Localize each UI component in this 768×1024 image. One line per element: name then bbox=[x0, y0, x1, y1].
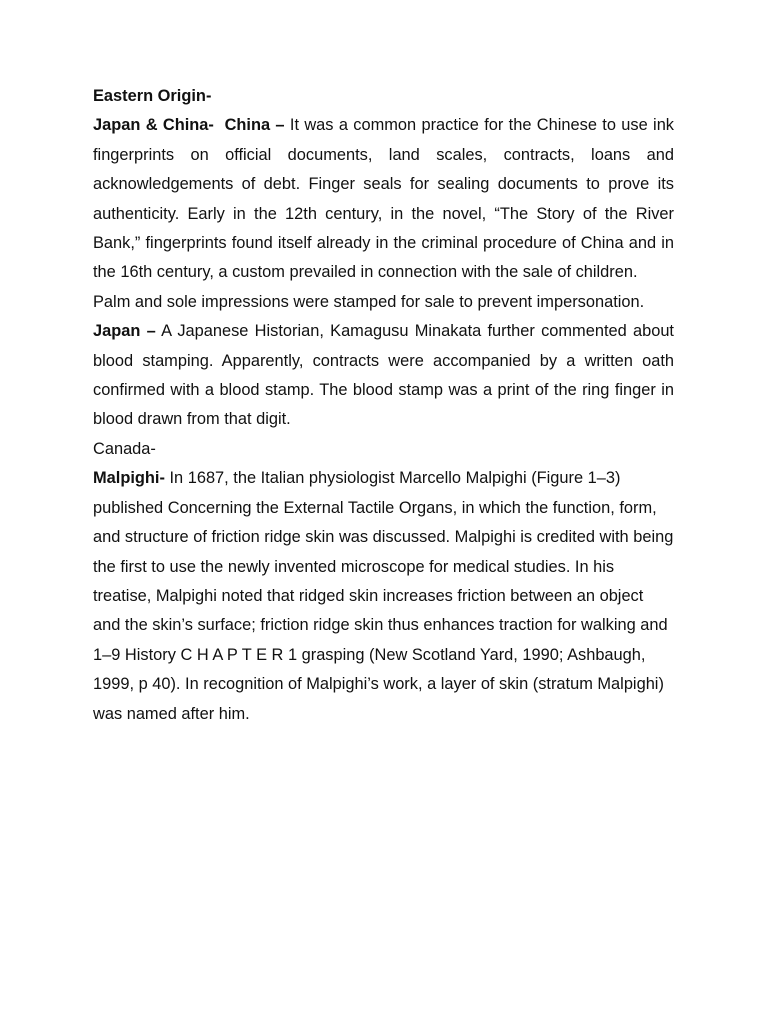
section-heading-text: Eastern Origin- bbox=[93, 87, 212, 105]
paragraph-malpighi bbox=[93, 464, 674, 729]
paragraph-malpighi-lead: Malpighi- bbox=[93, 469, 165, 488]
paragraph-malpighi-body: In 1687, the Italian physiologist Marcello Malpighi (Figure 1–3) published Concerning the External Tactile Organs, in which the function, form, and structure of friction ridge skin was discussed. Malpighi is credited with being the first to use the newly invented microscope for medical studies. In his treatise, Malpighi noted that ridged skin increases friction between an object and the skin’s surface; friction ridge skin thus enhances traction for walking and 1–9 History C H A P T E R 1 grasping (New Scotland Yard, 1990; Ashbaugh, 1999, p 40). In recognition of Malpighi’s work, a layer of skin (stratum Malpighi) was named after him. bbox=[93, 469, 674, 723]
paragraph-japan-body: A Japanese Historian, Kamagusu Minakata further commented about blood stamping. Apparently, contracts were accompanied by a written oath confirmed with a blood stamp. The blood stamp was a print of the ring finger in blood drawn from that digit. bbox=[93, 322, 674, 429]
section-heading bbox=[93, 82, 674, 111]
paragraph-china-sub: China – bbox=[224, 116, 285, 135]
paragraph-canada: Canada- bbox=[93, 439, 156, 458]
paragraph-china bbox=[93, 111, 674, 287]
paragraph-china-body: It was a common practice for the Chinese to use ink fingerprints on official documents, land scales, contracts, loans and acknowledgements of debt. Finger seals for sealing documents to prove its authenticity. Early in the 12th century, in the novel, “The Story of the River Bank,” fingerprints found itself already in the criminal procedure of China and in the 16th century, a custom prevailed in connection with the sale of children. bbox=[93, 116, 675, 282]
paragraph-palm-sole: Palm and sole impressions were stamped for sale to prevent impersonation. bbox=[93, 292, 645, 311]
paragraph-japan-lead: Japan – bbox=[93, 322, 156, 341]
paragraph-japan bbox=[93, 317, 674, 435]
paragraph-china-lead: Japan & China- bbox=[93, 116, 214, 135]
document-page bbox=[93, 82, 674, 729]
